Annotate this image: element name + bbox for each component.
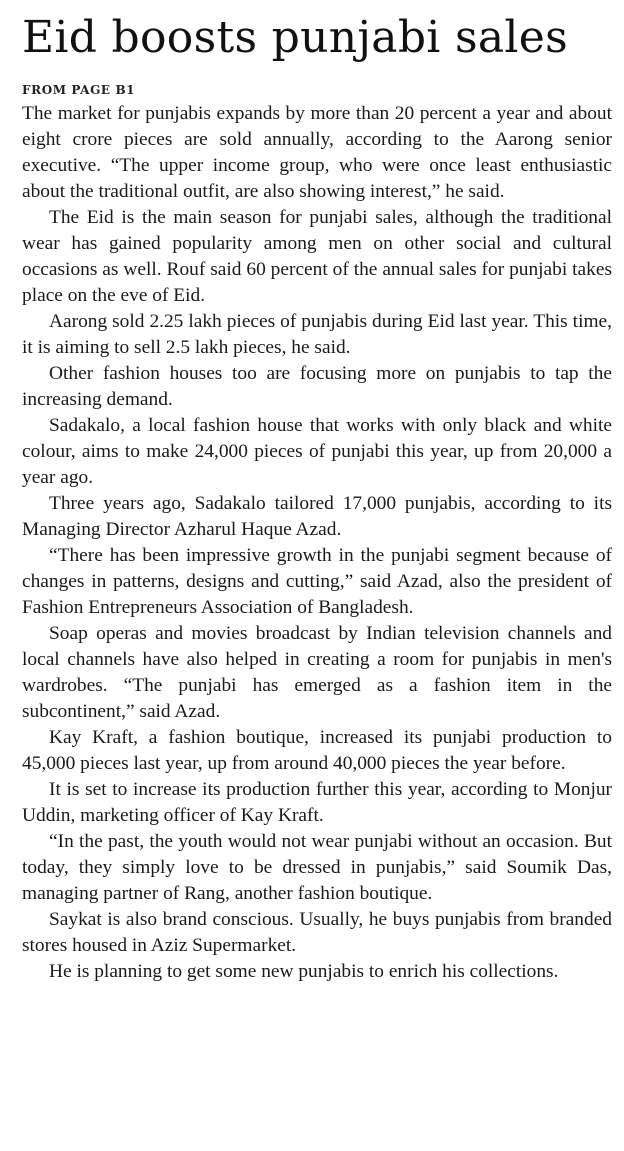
paragraph: Other fashion houses too are focusing more on punjabis to tap the increasing demand. [22, 363, 612, 410]
article [22, 8, 612, 985]
paragraph: “In the past, the youth would not wear punjabi without an occasion. But today, they simply love to be dressed in punjabis,” said Soumik Das, managing partner of Rang, another fashion boutique. [22, 831, 612, 904]
headline: Eid boosts punjabi sales [22, 12, 568, 63]
article-body [22, 101, 612, 985]
paragraph: He is planning to get some new punjabis to enrich his collections. [49, 961, 559, 982]
paragraph: The Eid is the main season for punjabi sales, although the traditional wear has gained popularity among men on other social and cultural occasions as well. Rouf said 60 percent of the annual sales for punjabi takes place on the eve of Eid. [22, 207, 612, 306]
paragraph: It is set to increase its production further this year, according to Monjur Uddin, marketing officer of Kay Kraft. [22, 779, 612, 826]
paragraph: Three years ago, Sadakalo tailored 17,000 punjabis, according to its Managing Director Azharul Haque Azad. [22, 493, 612, 540]
paragraph: The market for punjabis expands by more than 20 percent a year and about eight crore pieces are sold annually, according to the Aarong senior executive. “The upper income group, who were once least enthusiastic about the traditional outfit, are also showing interest,” he said. [22, 103, 612, 202]
paragraph: Kay Kraft, a fashion boutique, increased its punjabi production to 45,000 pieces last year, up from around 40,000 pieces the year before. [22, 727, 612, 774]
paragraph: Soap operas and movies broadcast by Indian television channels and local channels have also helped in creating a room for punjabis in men's wardrobes. “The punjabi has emerged as a fashion item in the subcontinent,” said Azad. [22, 623, 612, 722]
paragraph: “There has been impressive growth in the punjabi segment because of changes in patterns, designs and cutting,” said Azad, also the president of Fashion Entrepreneurs Association of Bangladesh. [22, 545, 612, 618]
jump-line: FROM PAGE B1 [22, 83, 136, 97]
paragraph: Sadakalo, a local fashion house that works with only black and white colour, aims to make 24,000 pieces of punjabi this year, up from 20,000 a year ago. [22, 415, 612, 488]
paragraph: Aarong sold 2.25 lakh pieces of punjabis during Eid last year. This time, it is aiming to sell 2.5 lakh pieces, he said. [22, 311, 612, 358]
paragraph: Saykat is also brand conscious. Usually, he buys punjabis from branded stores housed in Aziz Supermarket. [22, 909, 612, 956]
